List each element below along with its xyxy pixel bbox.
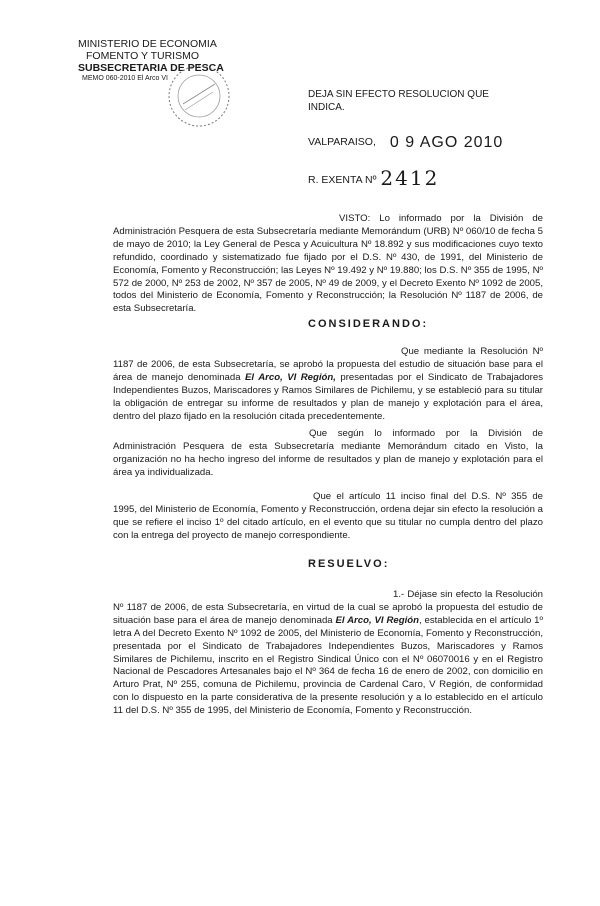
memo-reference: MEMO 060-2010 El Arco VI — [82, 75, 168, 82]
exenta-line — [308, 164, 439, 188]
area-name: El Arco, VI Región, — [245, 371, 336, 383]
date-stamp: 0 9 AGO 2010 — [389, 134, 504, 151]
ministry-subtitle: FOMENTO Y TURISMO — [86, 50, 199, 62]
text-fragment: presentadas por el Sindicato de Trabajadores Independientes Buzos, Mariscadores y Ramos Similares de Pichilemu, y se estableció para su titular la obligación de entregar su informe de resultados y plan de manejo y explotación para el área, dentro del plazo fijado en la resolución citada precedentemente. — [113, 371, 544, 422]
place-date — [308, 132, 503, 150]
subsecretaria-name: SUBSECRETARIA DE PESCA — [78, 62, 224, 74]
considerando-paragraph-1 — [113, 346, 543, 423]
area-name: El Arco, VI Región — [335, 614, 419, 626]
ministry-name: MINISTERIO DE ECONOMIA — [78, 38, 217, 50]
official-stamp-icon — [163, 60, 235, 132]
considerando-heading: CONSIDERANDO: — [308, 318, 429, 330]
exenta-number: 2412 — [380, 166, 440, 190]
text-fragment: 1.- Déjase sin efecto la Resolución Nº 1187 de 2006, de esta Subsecretaría, en virtud de la cual se aprobó la propuesta del estudio de situación base para el área de manejo denominada — [113, 589, 543, 626]
resolution-subject: DEJA SIN EFECTO RESOLUCION QUE INDICA. — [308, 89, 489, 113]
resuelvo-heading: RESUELVO: — [308, 558, 390, 570]
considerando-paragraph-3: Que el artículo 11 inciso final del D.S. Nº 355 de 1995, del Ministerio de Economía, Fomento y Reconstrucción, ordena dejar sin efecto la resolución a que se refiere el inciso 1º del citado artículo, en el evento que su titular no cumpla dentro del plazo con la entrega del proyecto de manejo correspondiente. — [113, 491, 543, 541]
visto-paragraph: VISTO: Lo informado por la División de Administración Pesquera de esta Subsecretaría mediante Memorándum (URB) Nº 060/10 de fecha 5 de mayo de 2010; la Ley General de Pesca y Acuicultura Nº 18.892 y sus modificaciones cuyo texto refundido, coordinado y sistematizado fue fijado por el D.S. Nº 430, de 1991, del Ministerio de Economía, Fomento y Reconstrucción; las Leyes Nº 19.492 y Nº 19.880; los D.S. Nº 355 de 1995, Nº 572 de 2000, Nº 253 de 2002, Nº 357 de 2005, Nº 49 de 2009, y el Decreto Exento Nº 1092 de 2005, todos del Ministerio de Economía, Fomento y Reconstrucción; la Resolución Nº 1187 de 2006, de esta Subsecretaría. — [113, 213, 543, 315]
resuelvo-paragraph-1 — [113, 589, 543, 718]
text-fragment: Que mediante la Resolución Nº 1187 de 2006, de esta Subsecretaría, se aprobó la propuesta del estudio de situación base para el área de manejo denominada — [113, 346, 543, 383]
considerando-paragraph-2: Que según lo informado por la División de Administración Pesquera de esta Subsecretaría mediante Memorándum citado en Visto, la organización no ha hecho ingreso del informe de resultados y plan de manejo y explotación para el área ya individualizada. — [113, 428, 543, 478]
place: VALPARAISO, — [308, 136, 376, 148]
exenta-label: R. EXENTA Nº — [308, 174, 377, 186]
text-fragment: , establecida en el artículo 1º letra A del Decreto Exento Nº 1092 de 2005, del Ministerio de Economía, Fomento y Reconstrucción, presentada por el Sindicato de Trabajadores Independientes Buzos, Mariscadores y Ramos Similares de Pichilemu, inscrito en el Registro Sindical Único con el Nº 06070016 y en el Registro Nacional de Pescadores Artesanales bajo el Nº 364 de fecha 16 de enero de 2002, con domicilio en Arturo Prat, Nº 255, comuna de Pichilemu, provincia de Cardenal Caro, V Región, de conformidad con lo dispuesto en la parte considerativa de la presente resolución y a lo establecido en el artículo 11 del D.S. Nº 355 de 1995, del Ministerio de Economía, Fomento y Reconstrucción. — [113, 614, 543, 717]
